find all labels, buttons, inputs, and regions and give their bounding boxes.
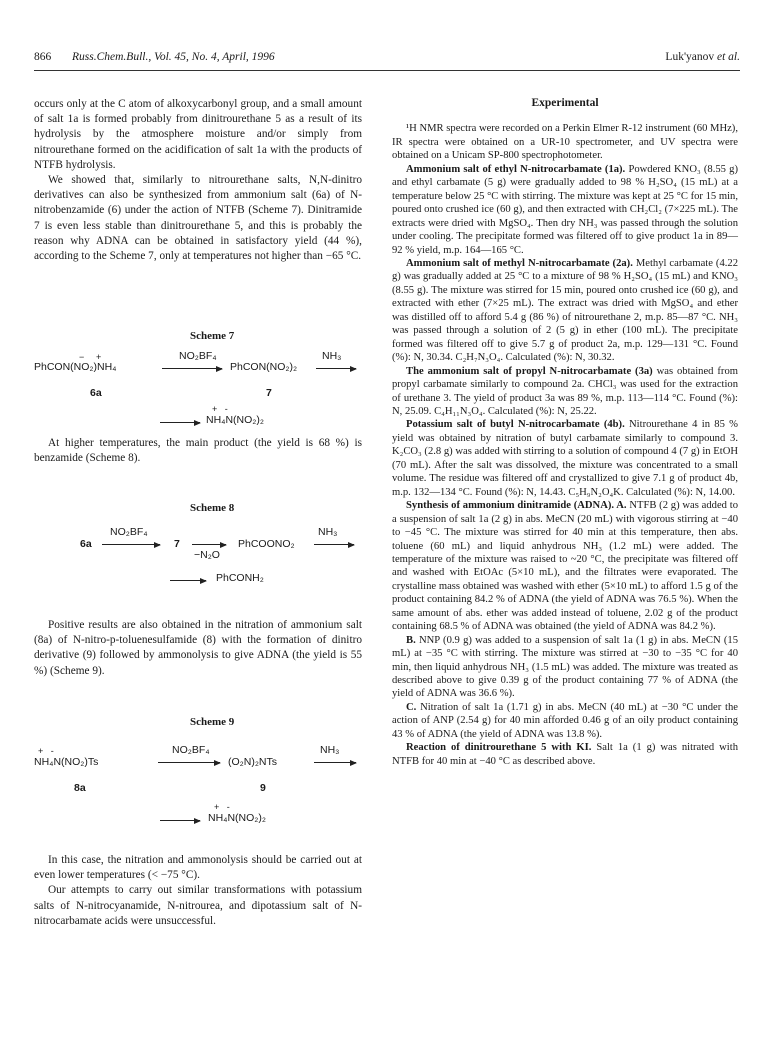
left-paragraph-1: occurs only at the C atom of alkoxycarbonyl group, and a small amount of salt 1a is formed probably from dinitrourethane 5 as a result of its hydrolysis by the atmosphere moisture and/or simply from nitrourethane formed on the acidification of salt 1a with the products of NTFB hydrolysis. bbox=[34, 98, 362, 171]
scheme-8-product-2: PhCONH₂ bbox=[216, 572, 264, 584]
right-paragraph-2 bbox=[392, 163, 738, 257]
scheme-8-loss: −N₂O bbox=[194, 549, 220, 561]
left-paragraph-4-wrap bbox=[34, 618, 362, 679]
left-column-bottom bbox=[34, 853, 362, 929]
right-paragraph-9-head: Reaction of dinitrourethane 5 with KI. bbox=[406, 742, 592, 754]
right-paragraph-7-head: B. bbox=[406, 634, 416, 646]
left-paragraph-3: At higher temperatures, the main product (the yield is 68 %) is benzamide (Scheme 8). bbox=[34, 437, 362, 465]
right-paragraph-8-head: C. bbox=[406, 701, 417, 713]
right-paragraph-9 bbox=[392, 741, 738, 768]
scheme-7-arrow-3 bbox=[160, 422, 200, 423]
scheme-9-arrow-1 bbox=[158, 762, 220, 763]
scheme-9-reagent-2: NH₃ bbox=[320, 744, 340, 756]
scheme-8-reagent-2: NH₃ bbox=[318, 526, 338, 538]
scheme-7-arrow-1 bbox=[162, 368, 222, 369]
right-paragraph-4-body: was obtained from propyl carbamate similarly to compound 2a. CHCl₃ was used for the extraction of urethane 3. The yield of product 3a was 89 %, m.p. 113—114 °C. Found (%): N, 25.09. C₄H₁₁N₃O₄. Calculated (%): N, 25.22. bbox=[392, 365, 738, 417]
scheme-9-product: NH₄N(NO₂)₂ bbox=[208, 812, 266, 824]
experimental-title: Experimental bbox=[531, 97, 599, 109]
scheme-9-reactant: NH₄N(NO₂)Ts bbox=[34, 756, 99, 768]
scheme-7-charge-minus: − bbox=[79, 352, 85, 362]
left-paragraph-3-wrap bbox=[34, 436, 362, 466]
scheme-8-title: Scheme 8 bbox=[190, 502, 235, 514]
scheme-8-start: 6a bbox=[80, 538, 92, 550]
right-column bbox=[392, 97, 738, 768]
scheme-9 bbox=[34, 716, 362, 824]
right-paragraph-5 bbox=[392, 418, 738, 499]
left-paragraph-4: Positive results are also obtained in the nitration of ammonium salt (8a) of N-nitro-p-toluenesulfamide (8) with the formation of dinitro derivative (9) followed by ammonolysis to give ADNA (the yield is 55 %) (Scheme 9). bbox=[34, 619, 362, 677]
scheme-8-arrow-2 bbox=[192, 544, 226, 545]
right-paragraph-2-head: Ammonium salt of ethyl N-nitrocarbamate (1a). bbox=[406, 163, 626, 175]
right-paragraph-5-body: Nitrourethane 4 in 85 % yield was obtained by nitration of butyl carbamate similarly to compound 3. K₂CO₃ (2.8 g) was added with stirring to a solution of compound 4 (7 g) in EtOH (70 mL). After the salt was dissolved, the mixture was concentrated to a small volume. The residue was filtered off and crystallized to give 7.1 g of product 4b, m.p. 132—134 °C. Found (%): N, 14.43. C₅H₉N₂O₄K. Calculated (%): N, 14.00. bbox=[392, 419, 738, 498]
scheme-7-product-plus: + - bbox=[212, 404, 228, 414]
right-paragraph-5-head: Potassium salt of butyl N-nitrocarbamate (4b). bbox=[406, 419, 625, 431]
right-paragraph-3-body: Methyl carbamate (4.22 g) was gradually added at 25 °C to a mixture of 98 % H₂SO₄ (15 mL) and KNO₃ (8.55 g). The mixture was stirred for 15 min, poured onto crushed ice (60 g), and extracted with ether (7×25 mL). The extract was dried with MgSO₄ and ether was distilled off to afford 5.4 g (86 %) of nitrourethane 2, m.p. 85—87 °C. NH₃ was passed through a solution of 2 (5 g) in ether (100 mL). The precipitate formed was filtered off to give 5.7 g of product 2a, m.p. 129—131 °C. Found (%): N, 30.34. C₂H₇N₃O₄. Calculated (%): N, 30.32. bbox=[392, 257, 738, 364]
authors-etal: et al. bbox=[717, 51, 740, 63]
right-paragraph-6-head: Synthesis of ammonium dinitramide (ADNA). A. bbox=[406, 500, 627, 512]
scheme-7-arrow-2 bbox=[316, 368, 356, 369]
running-header bbox=[34, 51, 740, 71]
scheme-7 bbox=[34, 330, 362, 430]
authors-name: Luk'yanov bbox=[665, 51, 715, 63]
scheme-8-arrow-3 bbox=[314, 544, 354, 545]
scheme-8 bbox=[34, 502, 362, 582]
scheme-8-reagent-1: NO₂BF₄ bbox=[110, 526, 148, 538]
header-rule bbox=[34, 70, 740, 71]
left-column-top bbox=[34, 97, 362, 264]
scheme-9-reagent-1: NO₂BF₄ bbox=[172, 744, 210, 756]
right-paragraph-1: ¹H NMR spectra were recorded on a Perkin Elmer R-12 instrument (60 MHz), IR spectra were obtained on a UR-10 spectrometer, and UV spectra were obtained on a Unicam SP-800 spectrophotometer. bbox=[392, 123, 738, 162]
left-paragraph-2: We showed that, similarly to nitrourethane salts, N,N-dinitro derivatives can also be synthesized from ammonium salt (6a) of N-nitrobenzamide (6) under the action of NTFB (Scheme 7). Dinitramide 7 is even less stable than dinitrourethane 5, and this is probably the reason why ADNA can be obtained in satisfactory yield (44 %), according to the Scheme 7, only at temperatures not higher than −65 °C. bbox=[34, 174, 362, 263]
scheme-8-arrow-1 bbox=[102, 544, 160, 545]
scheme-9-arrow-3 bbox=[160, 820, 200, 821]
scheme-7-label-7: 7 bbox=[266, 387, 272, 399]
right-paragraph-4 bbox=[392, 365, 738, 419]
left-paragraph-5: In this case, the nitration and ammonolysis should be carried out at even lower temperatures (< −75 °C). bbox=[34, 854, 362, 882]
right-paragraph-7-body: NNP (0.9 g) was added to a suspension of salt 1a (1 g) in abs. MeCN (15 mL) at −35 °C with stirring. The mixture was stirred at −30 to −35 °C for 40 min, then liquid anhydrous NH₃ (1.5 mL) was added. The mixture was treated as described above to give 0.39 g of the product containing 77 % of ADNA (the yield of ADNA was 36.6 %). bbox=[392, 634, 738, 700]
right-paragraph-6 bbox=[392, 499, 738, 634]
right-paragraph-9-body: Salt 1a (1 g) was nitrated with NTFB for 40 min at −40 °C as described above. bbox=[392, 742, 738, 767]
page-number: 866 bbox=[34, 51, 52, 63]
journal-citation: Russ.Chem.Bull., Vol. 45, No. 4, April, 1996 bbox=[72, 51, 275, 63]
scheme-7-reagent-1: NO₂BF₄ bbox=[179, 350, 217, 362]
right-paragraph-4-head: The ammonium salt of propyl N-nitrocarbamate (3a) bbox=[406, 365, 653, 377]
right-paragraph-3 bbox=[392, 257, 738, 365]
right-paragraph-6-body: NTFB (2 g) was added to a suspension of salt 1a (2 g) in abs. MeCN (20 mL) with vigorous stirring at −40 to −45 °C. The mixture was stirred for 40 min at this temperature, then abs. toluene (60 mL) and liquid anhydrous NH₃ (1.2 mL) were added. The temperature of the mixture was raised to ~20 °C, the precipitate was filtered off and washed with EtOAc (5×10 mL), and the filtrates were evaporated. The crystalline mass obtained was washed with ether (5×10 mL) to afford 1.5 g of the product containing 84.2 % of ADNA (the yield of ADNA was 76.5 %). When the same amount of abs. ether was added instead of toluene, 2.02 g of the product containing 68.5 % of ADNA was obtained (the yield of ADNA was 84.2 %). bbox=[392, 500, 738, 633]
scheme-9-arrow-2 bbox=[314, 762, 356, 763]
scheme-7-intermediate: PhCON(NO₂)₂ bbox=[230, 361, 298, 373]
right-paragraph-2-body: Powdered KNO₃ (8.55 g) and ethyl carbamate (5 g) were gradually added to 98 % H₂SO₄ (15 mL) at a temperature below 25 °C with stirring. The mixture was kept at 25 °C for 15 min, poured onto crushed ice (60 g), and then extracted with CH₂Cl₂ (7×225 mL). The extracts were dried with MgSO₄. Then dry NH₃ was passed through the solution under cooling. The precipitate formed was filtered off to give product 1a in 89—92 % yield, m.p. 164—165 °C. bbox=[392, 163, 738, 256]
scheme-7-title: Scheme 7 bbox=[190, 330, 235, 342]
left-paragraph-6: Our attempts to carry out similar transformations with potassium salts of N-nitrocyanamide, N-nitrourea, and dipotassium salt of N-nitrocarbamate acids were unsuccessful. bbox=[34, 884, 362, 927]
scheme-9-label-9: 9 bbox=[260, 782, 266, 794]
right-paragraph-8 bbox=[392, 701, 738, 741]
scheme-7-reagent-2: NH₃ bbox=[322, 350, 342, 362]
running-authors bbox=[665, 51, 740, 63]
scheme-9-charge: + - bbox=[38, 746, 54, 756]
scheme-9-label-8a: 8a bbox=[74, 782, 86, 794]
scheme-8-product-1: PhCOONO₂ bbox=[238, 538, 295, 550]
scheme-9-product-charge: + - bbox=[214, 802, 230, 812]
scheme-9-intermediate: (O₂N)₂NTs bbox=[228, 756, 277, 768]
scheme-8-arrow-4 bbox=[170, 580, 206, 581]
scheme-7-label-6a: 6a bbox=[90, 387, 102, 399]
scheme-9-title: Scheme 9 bbox=[190, 716, 235, 728]
right-paragraph-3-head: Ammonium salt of methyl N-nitrocarbamate (2a). bbox=[406, 257, 633, 269]
scheme-7-product: NH₄N(NO₂)₂ bbox=[206, 414, 264, 426]
scheme-7-reactant: PhCON(NO₂)NH₄ bbox=[34, 361, 117, 373]
right-paragraph-8-body: Nitration of salt 1a (1.71 g) in abs. MeCN (40 mL) at −30 °C under the action of ANP (2.54 g) for 40 min afforded 0.46 g of an oily product containing 43 % of ADNA (the yield of ADNA was 13.8 %). bbox=[392, 701, 738, 740]
right-paragraph-7 bbox=[392, 634, 738, 701]
scheme-8-intermediate: 7 bbox=[174, 538, 180, 550]
scheme-7-charge-plus: + bbox=[96, 352, 102, 362]
